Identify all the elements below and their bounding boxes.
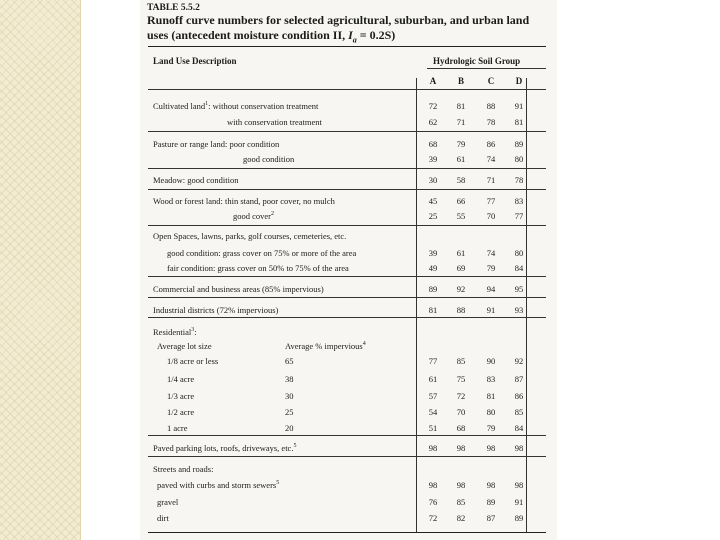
row-label: Streets and roads: <box>153 464 214 474</box>
footnote-marker: 5 <box>276 480 280 487</box>
curve-number-d: 86 <box>514 391 524 401</box>
curve-number-a: 39 <box>428 248 438 258</box>
row-label: with conservation treatment <box>227 117 322 127</box>
curve-number-b: 71 <box>456 117 466 127</box>
curve-number-c: 83 <box>486 374 496 384</box>
curve-number-a: 72 <box>428 101 438 111</box>
curve-number-d: 98 <box>514 443 524 453</box>
row-description <box>153 327 197 337</box>
col-header-c: C <box>487 76 495 86</box>
col-header-d: D <box>515 76 523 86</box>
curve-number-c: 87 <box>486 513 496 523</box>
row-description <box>167 407 194 417</box>
col-header-description: Land Use Description <box>153 56 237 66</box>
title-line-2-post: = 0.2S) <box>356 28 396 42</box>
row-label: Open Spaces, lawns, parks, golf courses, cemeteries, etc. <box>153 231 347 241</box>
curve-number-c: 78 <box>486 117 496 127</box>
row-description <box>153 464 213 474</box>
curve-number-d: 80 <box>514 154 524 164</box>
row-description <box>153 101 318 111</box>
curve-number-d: 80 <box>514 248 524 258</box>
row-description <box>167 263 349 273</box>
curve-number-b: 61 <box>456 154 466 164</box>
curve-number-a: 98 <box>428 480 438 490</box>
row-label: fair condition: grass cover on 50% to 75% of the area <box>167 263 349 273</box>
curve-number-a: 77 <box>428 356 438 366</box>
row-label: 1 acre <box>167 423 188 433</box>
curve-number-d: 89 <box>514 513 524 523</box>
percent-impervious: 30 <box>285 391 294 401</box>
row-description <box>153 305 278 315</box>
curve-number-a: 62 <box>428 117 438 127</box>
curve-number-a: 49 <box>428 263 438 273</box>
curve-number-c: 70 <box>486 211 496 221</box>
curve-number-b: 75 <box>456 374 466 384</box>
curve-number-d: 98 <box>514 480 524 490</box>
percent-impervious: 65 <box>285 356 294 366</box>
curve-number-b: 72 <box>456 391 466 401</box>
curve-number-d: 84 <box>514 263 524 273</box>
curve-number-d: 77 <box>514 211 524 221</box>
row-label-rest: : without conservation treatment <box>208 101 319 111</box>
row-description <box>227 117 322 127</box>
row-label: Paved parking lots, roofs, driveways, etc. <box>153 443 294 453</box>
residential-subheader-impervious <box>285 341 366 351</box>
percent-impervious: 25 <box>285 407 294 417</box>
row-description <box>153 284 324 294</box>
row-label: Residential <box>153 327 192 337</box>
curve-number-a: 30 <box>428 175 438 185</box>
top-rule <box>148 46 546 47</box>
column-separator <box>416 78 417 532</box>
curve-number-d: 85 <box>514 407 524 417</box>
title-line-2-pre: uses (antecedent moisture condition II, <box>147 28 349 42</box>
curve-number-d: 78 <box>514 175 524 185</box>
row-label: 1/3 acre <box>167 391 195 401</box>
row-description <box>153 231 346 241</box>
impervious-label: Average % impervious <box>285 341 363 351</box>
curve-number-b: 55 <box>456 211 466 221</box>
row-label: 1/8 acre or less <box>167 356 219 366</box>
row-description <box>157 497 178 507</box>
curve-number-c: 74 <box>486 154 496 164</box>
curve-number-c: 86 <box>486 139 496 149</box>
curve-number-b: 98 <box>456 480 466 490</box>
curve-number-a: 68 <box>428 139 438 149</box>
curve-number-c: 79 <box>486 263 496 273</box>
col-header-soil-group: Hydrologic Soil Group <box>433 56 521 66</box>
row-rule <box>148 435 546 436</box>
curve-number-b: 81 <box>456 101 466 111</box>
curve-number-b: 66 <box>456 196 466 206</box>
curve-number-c: 74 <box>486 248 496 258</box>
curve-number-d: 95 <box>514 284 524 294</box>
curve-number-c: 77 <box>486 196 496 206</box>
curve-number-b: 82 <box>456 513 466 523</box>
row-label: Meadow: good condition <box>153 175 239 185</box>
row-rule <box>148 456 546 457</box>
row-label: Commercial and business areas (85% impervious) <box>153 284 324 294</box>
row-label: good condition: grass cover on 75% or more of the area <box>167 248 357 258</box>
curve-number-a: 61 <box>428 374 438 384</box>
table-label: TABLE 5.5.2 <box>147 3 200 13</box>
curve-number-d: 81 <box>514 117 524 127</box>
curve-number-a: 81 <box>428 305 438 315</box>
row-label: dirt <box>157 513 169 523</box>
impervious-footnote: 4 <box>362 341 366 348</box>
row-description <box>167 374 194 384</box>
curve-number-a: 57 <box>428 391 438 401</box>
curve-number-c: 88 <box>486 101 496 111</box>
percent-impervious: 38 <box>285 374 294 384</box>
footnote-marker: 5 <box>293 443 297 450</box>
curve-number-d: 93 <box>514 305 524 315</box>
row-description <box>157 513 169 523</box>
footnote-marker: 3 <box>191 327 195 334</box>
decorative-side-strip <box>0 0 81 540</box>
title-ia: I <box>348 28 353 42</box>
row-rule <box>148 317 546 318</box>
row-description <box>167 423 188 433</box>
curve-number-d: 91 <box>514 497 524 507</box>
row-description <box>167 391 194 401</box>
curve-number-b: 92 <box>456 284 466 294</box>
curve-number-a: 45 <box>428 196 438 206</box>
curve-number-a: 54 <box>428 407 438 417</box>
curve-number-c: 98 <box>486 443 496 453</box>
row-rule <box>148 276 546 277</box>
curve-number-b: 79 <box>456 139 466 149</box>
row-label: good condition <box>243 154 295 164</box>
row-description <box>153 196 335 206</box>
row-description <box>157 480 279 490</box>
curve-number-a: 72 <box>428 513 438 523</box>
curve-number-a: 98 <box>428 443 438 453</box>
curve-number-a: 76 <box>428 497 438 507</box>
col-header-b: B <box>457 76 464 86</box>
curve-number-d: 83 <box>514 196 524 206</box>
curve-number-b: 98 <box>456 443 466 453</box>
curve-number-b: 68 <box>456 423 466 433</box>
row-label: gravel <box>157 497 179 507</box>
col-header-a: A <box>429 76 437 86</box>
curve-number-d: 87 <box>514 374 524 384</box>
row-rule <box>148 225 546 226</box>
row-label: Cultivated land <box>153 101 206 111</box>
table-title <box>147 13 552 47</box>
row-description <box>233 211 274 221</box>
curve-number-b: 61 <box>456 248 466 258</box>
row-label: Pasture or range land: poor condition <box>153 139 280 149</box>
curve-number-c: 91 <box>486 305 496 315</box>
row-description <box>167 248 356 258</box>
row-rule <box>148 168 546 169</box>
curve-number-c: 81 <box>486 391 496 401</box>
row-rule <box>148 297 546 298</box>
row-label: paved with curbs and storm sewers <box>157 480 277 490</box>
row-label: 1/2 acre <box>167 407 195 417</box>
curve-number-c: 71 <box>486 175 496 185</box>
curve-number-c: 90 <box>486 356 496 366</box>
row-label: good cover <box>233 211 272 221</box>
curve-number-b: 69 <box>456 263 466 273</box>
curve-number-a: 51 <box>428 423 438 433</box>
curve-number-a: 89 <box>428 284 438 294</box>
residential-subheader-lot: Average lot size <box>157 341 212 351</box>
curve-number-d: 91 <box>514 101 524 111</box>
curve-number-c: 89 <box>486 497 496 507</box>
curve-number-c: 94 <box>486 284 496 294</box>
row-label: 1/4 acre <box>167 374 195 384</box>
curve-number-b: 88 <box>456 305 466 315</box>
curve-number-c: 98 <box>486 480 496 490</box>
row-label: Industrial districts (72% impervious) <box>153 305 279 315</box>
footnote-marker: 2 <box>271 211 275 218</box>
table-scan <box>140 0 557 540</box>
curve-number-a: 39 <box>428 154 438 164</box>
row-rule <box>148 189 546 190</box>
row-description <box>167 356 218 366</box>
curve-number-d: 89 <box>514 139 524 149</box>
footnote-marker: 1 <box>205 101 209 108</box>
row-description <box>243 154 294 164</box>
curve-number-b: 58 <box>456 175 466 185</box>
bottom-rule <box>148 532 546 533</box>
curve-number-c: 80 <box>486 407 496 417</box>
curve-number-b: 70 <box>456 407 466 417</box>
row-label-rest: : <box>194 327 197 337</box>
title-ia-sub: a <box>352 35 357 45</box>
curve-number-d: 92 <box>514 356 524 366</box>
row-description <box>153 175 238 185</box>
curve-number-c: 79 <box>486 423 496 433</box>
row-description <box>153 139 279 149</box>
percent-impervious: 20 <box>285 423 294 433</box>
curve-number-d: 84 <box>514 423 524 433</box>
soil-group-underline <box>427 68 546 69</box>
curve-number-b: 85 <box>456 356 466 366</box>
row-description <box>153 443 296 453</box>
row-rule <box>148 131 546 132</box>
curve-number-a: 25 <box>428 211 438 221</box>
row-label: Wood or forest land: thin stand, poor cover, no mulch <box>153 196 335 206</box>
title-line-1: Runoff curve numbers for selected agricultural, suburban, and urban land <box>147 13 530 27</box>
row-rule <box>148 89 546 90</box>
curve-number-b: 85 <box>456 497 466 507</box>
